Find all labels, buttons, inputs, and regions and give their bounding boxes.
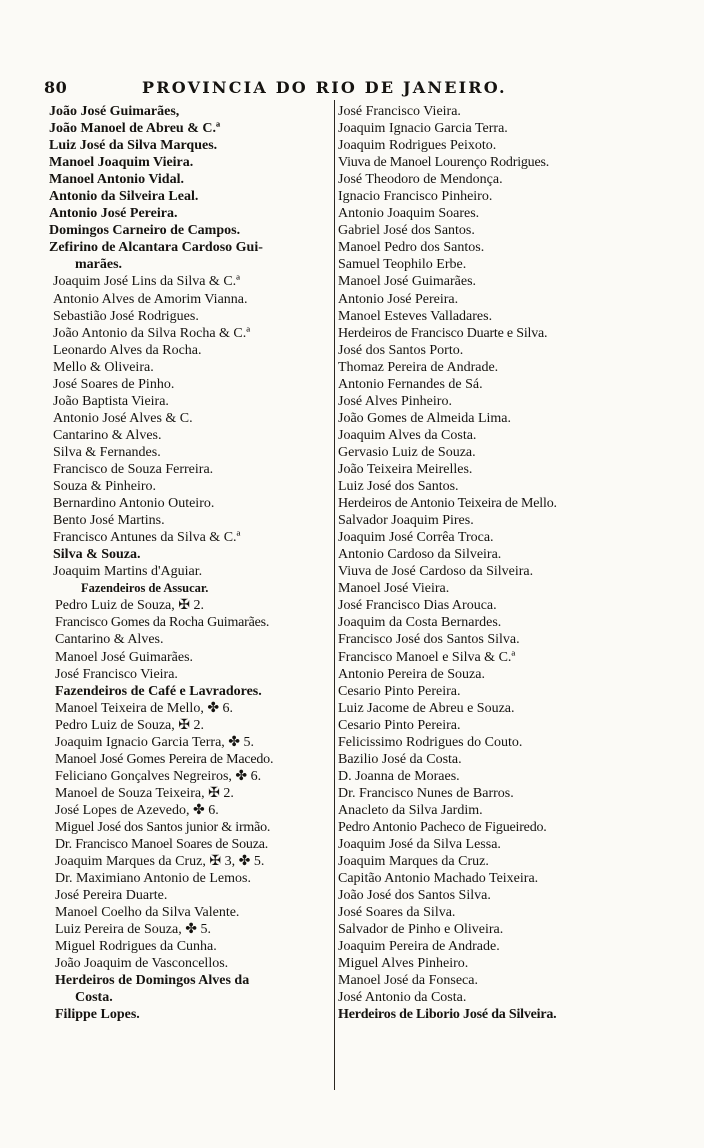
list-item: Manoel José Gomes Pereira de Macedo. <box>55 751 274 767</box>
list-item: José Theodoro de Mendonça. <box>338 172 503 188</box>
list-item: Joaquim Ignacio Garcia Terra, ✤ 5. <box>55 734 255 750</box>
list-item: Joaquim Rodrigues Peixoto. <box>338 138 497 154</box>
list-item: Pedro Antonio Pacheco de Figueiredo. <box>338 819 547 835</box>
list-item: D. Joanna de Moraes. <box>338 768 460 784</box>
list-item: João Manoel de Abreu & C.ª <box>49 121 221 137</box>
list-item: Silva & Souza. <box>53 547 141 563</box>
list-item: Bazilio José da Costa. <box>338 751 462 767</box>
list-item: Salvador de Pinho e Oliveira. <box>338 922 504 938</box>
list-item: Manoel José da Fonseca. <box>338 973 478 989</box>
list-item: Mello & Oliveira. <box>53 359 154 375</box>
list-item: Francisco Manoel e Silva & C.ª <box>338 649 516 665</box>
list-item: João Gomes de Almeida Lima. <box>338 410 512 426</box>
list-item: Salvador Joaquim Pires. <box>338 513 474 529</box>
list-item-continuation: Costa. <box>75 990 113 1006</box>
left-column <box>49 103 339 1024</box>
list-item: Antonio Joaquim Soares. <box>338 206 480 222</box>
list-item: João Joaquim de Vasconcellos. <box>55 956 229 972</box>
list-item: Pedro Luiz de Souza, ✠ 2. <box>55 598 204 614</box>
list-item: José Alves Pinheiro. <box>338 393 452 409</box>
list-item: Herdeiros de Liborio José da Silveira. <box>338 1007 557 1023</box>
list-item: Anacleto da Silva Jardim. <box>338 802 483 818</box>
list-item: Antonio Alves de Amorim Vianna. <box>53 291 248 307</box>
list-item: Francisco de Souza Ferreira. <box>53 461 214 477</box>
list-item: Manoel Teixeira de Mello, ✤ 6. <box>55 700 234 716</box>
list-item: Ignacio Francisco Pinheiro. <box>338 189 493 205</box>
list-item: Luiz José da Silva Marques. <box>49 138 218 154</box>
list-item: Antonio José Alves & C. <box>53 410 193 426</box>
list-item: Bento José Martins. <box>53 513 165 529</box>
list-item: Viuva de Manoel Lourenço Rodrigues. <box>338 155 550 171</box>
list-item: Joaquim Marques da Cruz. <box>338 854 489 870</box>
list-item: Manoel José Vieira. <box>338 581 450 597</box>
list-item: Joaquim Ignacio Garcia Terra. <box>338 121 508 137</box>
list-item: Joaquim Marques da Cruz, ✠ 3, ✤ 5. <box>55 854 265 870</box>
list-item-continuation: marães. <box>75 257 123 273</box>
list-item: Manoel Joaquim Vieira. <box>49 155 194 171</box>
list-item: José Soares da Silva. <box>338 905 456 921</box>
list-item: José Antonio da Costa. <box>338 990 467 1006</box>
list-item: Felicissimo Rodrigues do Couto. <box>338 734 523 750</box>
list-item: Francisco José dos Santos Silva. <box>338 632 520 648</box>
list-item: Luiz Jacome de Abreu e Souza. <box>338 700 515 716</box>
list-item: João Antonio da Silva Rocha & C.ª <box>53 325 251 341</box>
list-item: Joaquim Martins d'Aguiar. <box>53 564 203 580</box>
list-item: Joaquim José da Silva Lessa. <box>338 837 501 853</box>
list-item: Joaquim da Costa Bernardes. <box>338 615 502 631</box>
list-item: João Baptista Vieira. <box>53 393 169 409</box>
list-item: Manoel Pedro dos Santos. <box>338 240 485 256</box>
list-item: João José dos Santos Silva. <box>338 888 491 904</box>
list-item: Miguel Rodrigues da Cunha. <box>55 939 217 955</box>
list-item: Souza & Pinheiro. <box>53 479 157 495</box>
list-item: Dr. Francisco Manoel Soares de Souza. <box>55 837 269 853</box>
list-item: Viuva de José Cardoso da Silveira. <box>338 564 534 580</box>
list-item: José Francisco Vieira. <box>55 666 178 682</box>
list-item: Miguel Alves Pinheiro. <box>338 956 469 972</box>
list-item: Sebastião José Rodrigues. <box>53 308 199 324</box>
list-item: Herdeiros de Francisco Duarte e Silva. <box>338 325 548 341</box>
list-item: Capitão Antonio Machado Teixeira. <box>338 871 539 887</box>
list-item: Joaquim Pereira de Andrade. <box>338 939 500 955</box>
list-item: Domingos Carneiro de Campos. <box>49 223 241 239</box>
page-number: 80 <box>44 78 68 97</box>
list-item: João Teixeira Meirelles. <box>338 461 473 477</box>
list-item: Cesario Pinto Pereira. <box>338 717 461 733</box>
list-item: José dos Santos Porto. <box>338 342 464 358</box>
right-column <box>338 103 638 1024</box>
list-item: Francisco Antunes da Silva & C.ª <box>53 530 241 546</box>
list-item: Antonio Fernandes de Sá. <box>338 376 483 392</box>
list-item: Filippe Lopes. <box>55 1007 140 1023</box>
list-item: Feliciano Gonçalves Negreiros, ✤ 6. <box>55 768 262 784</box>
list-item: Cantarino & Alves. <box>55 632 164 648</box>
list-item: Manoel Esteves Valladares. <box>338 308 493 324</box>
list-item: Samuel Teophilo Erbe. <box>338 257 467 273</box>
list-item: Bernardino Antonio Outeiro. <box>53 496 215 512</box>
list-item: Dr. Francisco Nunes de Barros. <box>338 785 514 801</box>
list-item: Francisco Gomes da Rocha Guimarães. <box>55 615 270 631</box>
list-item: Manoel Antonio Vidal. <box>49 172 184 188</box>
list-item: Joaquim José Lins da Silva & C.ª <box>53 274 241 290</box>
list-item: Herdeiros de Domingos Alves da <box>55 973 250 989</box>
list-item: Antonio José Pereira. <box>49 206 178 222</box>
list-item: João José Guimarães, <box>49 104 180 119</box>
list-item: José Pereira Duarte. <box>55 888 168 904</box>
list-item: Pedro Luiz de Souza, ✠ 2. <box>55 717 204 733</box>
section-heading: Fazendeiros de Assucar. <box>81 581 209 596</box>
list-item: Zefirino de Alcantara Cardoso Gui- <box>49 240 263 256</box>
list-item: Manoel de Souza Teixeira, ✠ 2. <box>55 785 234 801</box>
list-item: Manoel José Guimarães. <box>55 649 194 665</box>
list-item: José Francisco Vieira. <box>338 104 461 119</box>
list-item: Antonio da Silveira Leal. <box>49 189 199 205</box>
list-item: Manoel Coelho da Silva Valente. <box>55 905 240 921</box>
list-item: Leonardo Alves da Rocha. <box>53 342 202 358</box>
list-item: Cantarino & Alves. <box>53 427 162 443</box>
list-item: Antonio Cardoso da Silveira. <box>338 547 502 563</box>
list-item: Miguel José dos Santos junior & irmão. <box>55 819 271 835</box>
page-header <box>44 78 624 100</box>
list-item: Luiz Pereira de Souza, ✤ 5. <box>55 922 211 938</box>
list-item: José Soares de Pinho. <box>53 376 175 392</box>
list-item: Dr. Maximiano Antonio de Lemos. <box>55 871 251 887</box>
list-item: Antonio Pereira de Souza. <box>338 666 485 682</box>
list-item: José Lopes de Azevedo, ✤ 6. <box>55 802 219 818</box>
list-item: Silva & Fernandes. <box>53 444 161 460</box>
list-item: Herdeiros de Antonio Teixeira de Mello. <box>338 496 557 512</box>
list-item: Joaquim Alves da Costa. <box>338 427 477 443</box>
list-item: Gervasio Luiz de Souza. <box>338 444 476 460</box>
running-head: PROVINCIA DO RIO DE JANEIRO. <box>142 78 507 97</box>
list-item: Joaquim José Corrêa Troca. <box>338 530 494 546</box>
list-item: Luiz José dos Santos. <box>338 479 459 495</box>
list-item: Manoel José Guimarães. <box>338 274 477 290</box>
section-heading: Fazendeiros de Café e Lavradores. <box>55 683 262 699</box>
list-item: José Francisco Dias Arouca. <box>338 598 497 614</box>
list-item: Antonio José Pereira. <box>338 291 459 307</box>
list-item: Cesario Pinto Pereira. <box>338 683 461 699</box>
list-item: Thomaz Pereira de Andrade. <box>338 359 499 375</box>
list-item: Gabriel José dos Santos. <box>338 223 475 239</box>
